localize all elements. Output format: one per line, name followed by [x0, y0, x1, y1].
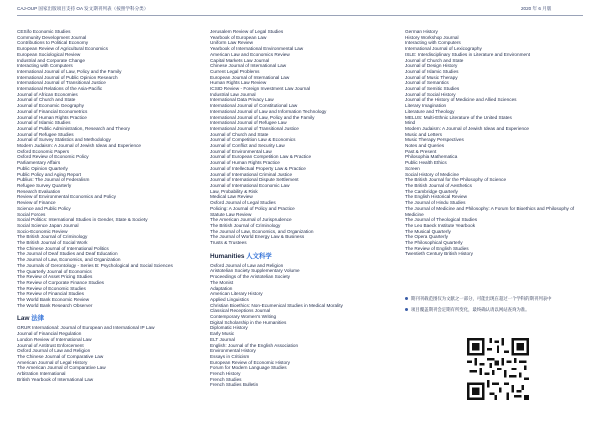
journal-entry: The American Journal of Jurisprudence: [210, 217, 292, 223]
journal-entry: Journal of Refugee Studies: [17, 131, 74, 137]
page-header: [0, 0, 600, 22]
journal-entry: The Review of Asset Pricing Studies: [17, 274, 93, 280]
journal-entry: The English Historical Review: [405, 194, 468, 200]
journal-entry: The Review of Economic Studies: [17, 285, 86, 291]
journal-entry: Interacting with Computers: [17, 63, 73, 69]
journal-entry: The Journal of Theological Studies: [405, 217, 478, 223]
journal-entry: The Musical Quarterly: [405, 228, 451, 234]
journal-entry: Digital Scholarship in the Humanities: [210, 319, 287, 325]
journal-entry: Statute Law Review: [210, 211, 252, 217]
journal-entry: Environmental History: [210, 348, 256, 354]
journal-entry: The British Journal of Criminology: [17, 234, 88, 240]
journal-entry: International Journal of Lexicography: [405, 46, 482, 52]
journal-entry: Contributions to Political Economy: [17, 40, 89, 46]
section-humanities-heading: [210, 252, 400, 261]
journal-entry: The Review of Financial Studies: [17, 291, 84, 297]
journal-entry: Diplomatic History: [210, 325, 248, 331]
journal-entry: Literary Imagination: [405, 103, 447, 109]
journal-entry: The Journal of Law, Economics, and Organization: [17, 257, 121, 263]
journal-entry: Community Development Journal: [17, 34, 87, 40]
journal-entry: Current Legal Problems: [210, 68, 260, 74]
header-date: 2020 年 6 月版: [521, 6, 552, 11]
section-humanities-en: Humanities: [210, 252, 245, 260]
journal-entry: Philosophia Mathematica: [405, 154, 458, 160]
journal-entry: Journal of International Criminal Justice: [210, 171, 293, 177]
economics-list: [17, 29, 207, 308]
journal-entry: Early Music: [210, 331, 235, 337]
journal-entry: Interacting with Computers: [405, 40, 461, 46]
journal-entry: Oxford Journal of Law and Religion: [210, 262, 284, 268]
law-list-continued: [210, 29, 400, 246]
journal-entry: Capital Markets Law Journal: [210, 57, 270, 63]
note-item: [405, 307, 590, 313]
journal-entry: Notes and Queries: [405, 143, 445, 149]
journal-entry: Socio-Economic Review: [17, 228, 68, 234]
journal-entry: The Journal of Hindu Studies: [405, 200, 466, 206]
notes-block: [405, 296, 590, 318]
journal-entry: London Review of International Law: [17, 336, 92, 342]
journal-entry: Review of Finance: [17, 200, 56, 206]
journal-entry: Essays in Criticism: [210, 353, 250, 359]
journal-entry: Journal of International Dispute Settlement: [210, 177, 299, 183]
journal-entry: Social Forces: [17, 211, 46, 217]
journal-entry: Public Opinion Quarterly: [17, 165, 68, 171]
section-humanities-zh: 人文科学: [246, 252, 272, 260]
journal-entry: Journal of Financial Econometrics: [17, 108, 88, 114]
journal-entry: Journal of European Competition Law & Practice: [210, 154, 312, 160]
journal-entry: Forum for Modern Language Studies: [210, 365, 287, 371]
journal-entry: Trusts & Trustees: [210, 240, 247, 246]
journal-entry: The Journal of World Energy Law & Business: [210, 234, 305, 240]
journal-entry: Medical Law Review: [210, 194, 253, 200]
journal-entry: Journal of Music Therapy: [405, 74, 458, 80]
journal-entry: The Review of Corporate Finance Studies: [17, 279, 105, 285]
journal-entry: History Workshop Journal: [405, 34, 459, 40]
journal-entry: International Journal of Transitional Justice: [210, 125, 299, 131]
journal-entry: Modern Judaism: A Journal of Jewish Ideas and Experience: [405, 125, 530, 131]
journal-entry: American Literary History: [210, 291, 263, 297]
journal-entry: Journal of Church and State: [210, 131, 269, 137]
journal-entry: German History: [405, 29, 438, 34]
journal-entry: The Review of English Studies: [405, 245, 469, 251]
journal-entry: Applied Linguistics: [210, 296, 249, 302]
journal-entry: The British Journal for the Philosophy of Science: [405, 177, 507, 183]
journal-entry: Yearbook of International Environmental Law: [210, 46, 304, 52]
journal-entry: The Leo Baeck Institute Yearbook: [405, 222, 476, 228]
journal-entry: The Journal of Medicine and Philosophy: A Forum for Bioethics and Philosophy of Medicine: [405, 205, 575, 217]
journal-entry: Social Politics: International Studies in Gender, State & Society: [17, 217, 148, 223]
journal-entry: Twentieth Century British History: [405, 251, 473, 257]
journal-entry: Review of Environmental Economics and Policy: [17, 194, 117, 200]
journal-entry: The Quarterly Journal of Economics: [17, 268, 92, 274]
journal-entry: Policing: A Journal of Policy and Practice: [210, 205, 295, 211]
journal-entry: Industrial and Corporate Change: [17, 57, 86, 63]
journal-entry: The British Journal of Aesthetics: [405, 182, 472, 188]
journal-entry: Arbitration International: [17, 371, 66, 377]
journal-entry: Oxford Economic Papers: [17, 148, 70, 154]
section-law-zh: 法律: [31, 315, 44, 323]
journal-entry: ELT Journal: [210, 336, 235, 342]
journal-entry: French Studies: [210, 376, 242, 382]
journal-entry: Refugee Survey Quarterly: [17, 182, 72, 188]
journal-entry: Christian Bioethics: Non-Ecumenical Studies in Medical Morality: [210, 302, 343, 308]
journal-entry: Yearbook of European Law: [210, 34, 267, 40]
journal-entry: The World Bank Research Observer: [17, 302, 93, 308]
section-law-en: Law: [17, 315, 30, 323]
bullet-icon: [405, 297, 408, 300]
journal-entry: Journal of the History of Medicine and Allied Sciences: [405, 97, 517, 103]
journal-entry: Journal of Social History: [405, 91, 456, 97]
journal-entry: Law, Probability & Risk: [210, 188, 258, 194]
journal-entry: The Monist: [210, 279, 234, 285]
journal-entry: Modern Judaism: A Journal of Jewish Ideas and Experience: [17, 143, 142, 149]
journal-entry: Public Policy and Aging Report: [17, 171, 82, 177]
journal-entry: The British Journal of Criminology: [210, 222, 281, 228]
journal-entry: Journal of Conflict and Security Law: [210, 143, 285, 149]
journal-entry: Journal of Islamic Studies: [17, 120, 71, 126]
journal-entry: Journal of Economic Geography: [17, 103, 84, 109]
journal-entry: Journal of Human Rights Practice: [17, 114, 87, 120]
journal-entry: The Journal of Law, Economics, and Organization: [210, 228, 314, 234]
journal-entry: American Law and Economics Review: [210, 51, 290, 57]
column-left: [17, 29, 207, 382]
note-text: 项目覆盖期刊会定期有所变化，最终确认请以网站查询为准。: [411, 307, 530, 312]
law-list: [17, 325, 207, 382]
header-title: CAJ-OUP 国家出版项目支持 OA 发文期刊列表（按照学科分类）: [17, 6, 149, 11]
journal-entry: Journal of Church and State: [405, 57, 464, 63]
journal-entry: MELUS: Multi-Ethnic Literature of the United States: [405, 114, 512, 120]
journal-entry: Journal of Islamic Studies: [405, 68, 459, 74]
column-right: [405, 29, 595, 257]
journal-entry: Publius: The Journal of Federalism: [17, 177, 90, 183]
journal-entry: Mind: [405, 120, 416, 126]
journal-entry: Journal of Competition Law & Economics: [210, 137, 296, 143]
journal-entry: Journal of Semantics: [405, 80, 449, 86]
column-middle: [210, 29, 400, 388]
journal-entry: The Journal of Deaf Studies and Deaf Education: [17, 251, 118, 257]
journal-entry: International Journal of Constitutional Law: [210, 103, 298, 109]
journal-entry: Chinese Journal of International Law: [210, 63, 287, 69]
journal-entry: Parliamentary Affairs: [17, 160, 61, 166]
journal-entry: Past & Present: [405, 148, 437, 154]
header-divider: [17, 15, 583, 16]
journal-entry: Journal of Antitrust Enforcement: [17, 342, 84, 348]
journal-entry: The Philosophical Quarterly: [405, 240, 463, 246]
journal-entry: English: Journal of the English Association: [210, 342, 299, 348]
journal-entry: Uniform Law Review: [210, 40, 253, 46]
journal-entry: The Opera Quarterly: [405, 234, 448, 240]
journal-entry: American Journal of Legal History: [17, 359, 88, 365]
journal-entry: International Relations of the Asia-Pacific: [17, 86, 103, 92]
journal-entry: CESifo Economic Studies: [17, 29, 71, 34]
journal-entry: Journal of Financial Regulation: [17, 331, 82, 337]
journal-entry: Proceedings of the Aristotelian Society: [210, 274, 290, 280]
journal-entry: French Studies Bulletin: [210, 382, 259, 388]
journal-entry: International Journal of Refugee Law: [210, 120, 287, 126]
journal-entry: International Data Privacy Law: [210, 97, 274, 103]
journal-entry: Literature and Theology: [405, 108, 455, 114]
qr-code-icon: [467, 338, 529, 400]
journal-entry: Social History of Medicine: [405, 171, 459, 177]
journal-entry: Journal of Human Rights Practice: [210, 160, 280, 166]
journal-entry: Journal of Environmental Law: [210, 148, 272, 154]
journal-entry: Aristotelian Society Supplementary Volume: [210, 268, 300, 274]
journal-entry: Contemporary Women's Writing: [210, 314, 277, 320]
journal-entry: Journal of Intellectual Property Law & Practice: [210, 165, 306, 171]
journal-entry: Research Evaluation: [17, 188, 61, 194]
journal-entry: Journal of International Economic Law: [210, 182, 290, 188]
journal-entry: Music and Letters: [405, 131, 442, 137]
journal-entry: Science and Public Policy: [17, 205, 71, 211]
humanities-list-continued: [405, 29, 595, 257]
note-text: 期刊刊载范围仅为文献之一部分，可能出现在超过一个学科的期刊列表中: [411, 296, 552, 301]
journal-entry: Classical Receptions Journal: [210, 308, 271, 314]
journal-entry: Industrial Law Journal: [210, 91, 256, 97]
section-law-heading: [17, 314, 207, 323]
journal-entry: ISLE: Interdisciplinary Studies in Literature and Environment: [405, 51, 531, 57]
journal-entry: European Journal of International Law: [210, 74, 290, 80]
journal-entry: The Journals of Gerontology - Series B: Psychological and Social Sciences: [17, 262, 173, 268]
journal-entry: Adaptation: [210, 285, 233, 291]
journal-entry: Journal of Semitic Studies: [405, 86, 460, 92]
journal-entry: International Journal of Law and Information Technology: [210, 108, 327, 114]
journal-entry: The Chinese Journal of Comparative Law: [17, 353, 104, 359]
humanities-list: [210, 263, 400, 388]
journal-entry: European Review of Agricultural Economics: [17, 46, 108, 52]
journal-entry: Human Rights Law Review: [210, 80, 267, 86]
journal-entry: European Review of Economic History: [210, 359, 290, 365]
journal-entry: The Chinese Journal of International Politics: [17, 245, 109, 251]
journal-entry: Jerusalem Review of Legal Studies: [210, 29, 284, 34]
journal-entry: International Journal of Public Opinion Research: [17, 74, 118, 80]
journal-entry: British Yearbook of International Law: [17, 376, 94, 382]
journal-entry: The World Bank Economic Review: [17, 297, 90, 303]
journal-entry: International Journal of Law, Policy and the Family: [17, 68, 122, 74]
bullet-icon: [405, 308, 408, 311]
journal-entry: Music Therapy Perspectives: [405, 137, 464, 143]
journal-entry: Oxford Journal of Legal Studies: [210, 200, 276, 206]
journal-entry: Journal of Church and State: [17, 97, 76, 103]
journal-entry: European Sociological Review: [17, 51, 81, 57]
journal-entry: The Cambridge Quarterly: [405, 188, 458, 194]
journal-entry: Screen: [405, 165, 420, 171]
journal-entry: French History: [210, 371, 241, 377]
journal-entry: International Journal of Law, Policy and the Family: [210, 114, 315, 120]
journal-entry: ICSID Review - Foreign Investment Law Journal: [210, 86, 311, 92]
journal-entry: Social Science Japan Journal: [17, 222, 79, 228]
journal-entry: Oxford Journal of Law and Religion: [17, 348, 91, 354]
journal-entry: GRUR International: Journal of European and International IP Law: [17, 325, 155, 331]
journal-entry: Journal of Design History: [405, 63, 458, 69]
journal-entry: Journal of Survey Statistics and Methodology: [17, 137, 111, 143]
journal-entry: Public Health Ethics: [405, 160, 447, 166]
journal-entry: Journal of African Economies: [17, 91, 78, 97]
journal-entry: Journal of Public Administration, Research and Theory: [17, 125, 130, 131]
journal-entry: International Journal of Transitional Justice: [17, 80, 106, 86]
journal-entry: The American Journal of Comparative Law: [17, 365, 106, 371]
journal-entry: The British Journal of Social Work: [17, 240, 88, 246]
journal-entry: Oxford Review of Economic Policy: [17, 154, 89, 160]
note-item: [405, 296, 590, 302]
